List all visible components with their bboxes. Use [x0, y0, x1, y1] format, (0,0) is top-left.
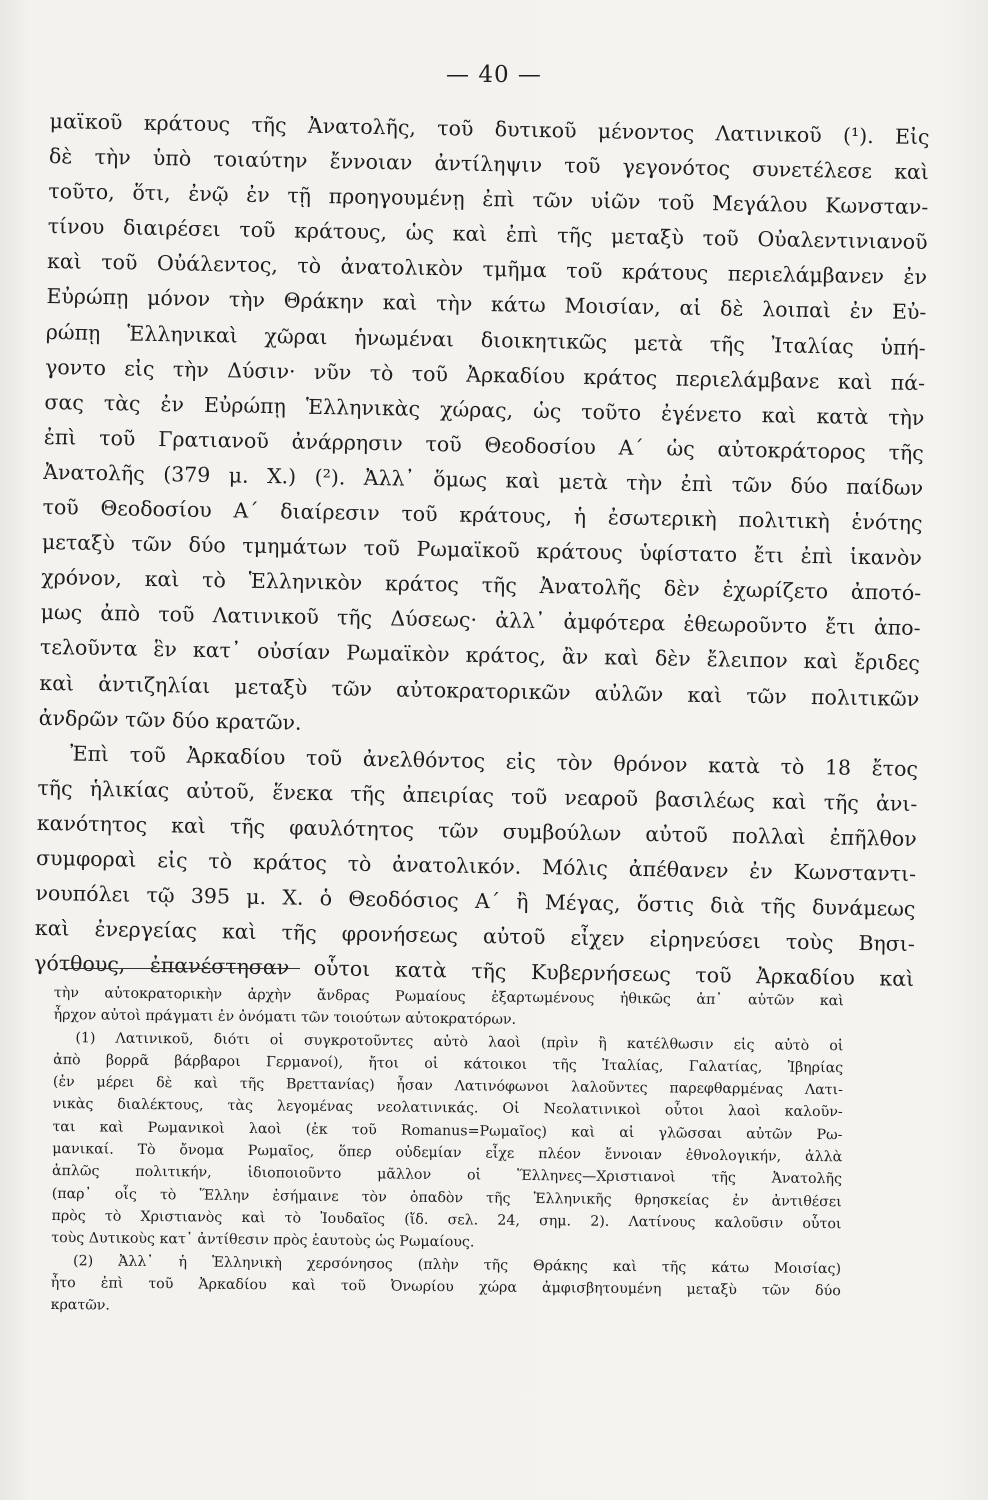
body-line: καὶ τοῦ Οὐάλεντος, τὸ ἀνατολικὸν τμῆμα τοῦ κράτους περιελάμβανεν ἐν	[46, 249, 928, 290]
footnotes	[50, 982, 843, 1325]
body-line: καὶ ἀντιζηλίαι μεταξὺ τῶν αὐτοκρατορικῶν αὐλῶν καὶ τῶν πολιτικῶν	[39, 670, 920, 711]
body-line: ρώπῃ Ἑλληνικαὶ χῶραι ἡνωμέναι διοικητικῶς μετὰ τῆς Ἰταλίας ὑπή-	[45, 319, 926, 360]
body-line: τῆς ἡλικίας αὐτοῦ, ἕνεκα τῆς ἀπειρίας τοῦ νεαροῦ βασιλέως καὶ τῆς ἀνι-	[37, 775, 918, 816]
footnote-line: νικὰς διαλέκτους, τὰς λεγομένας νεολατινικάς. Οἱ Νεολατινικοὶ οὗτοι λαοὶ καλοῦν-	[52, 1096, 843, 1121]
body-line: Εὐρώπῃ μόνον τὴν Θράκην καὶ τὴν κάτω Μοισίαν, αἱ δὲ λοιπαὶ ἐν Εὐ-	[46, 284, 927, 325]
footnote-line: πρὸς τὸ Χριστιανὸς καὶ τὸ Ἰουδαῖος (ἴδ. σελ. 24, σημ. 2). Λατίνους καλοῦσιν οὗτοι	[51, 1207, 842, 1233]
body-line: συμφοραὶ εἰς τὸ κράτος τὸ ἀνατολικόν. Μόλις ἀπέθανεν ἐν Κωνσταντι-	[35, 845, 917, 886]
body-line: γότθους, ἐπανέστησαν οὗτοι κατὰ τῆς Κυβερνήσεως τοῦ Ἀρκαδίου καὶ	[34, 951, 915, 992]
footnote-line: κρατῶν.	[50, 1297, 111, 1314]
body-line: μως ἀπὸ τοῦ Λατινικοῦ τῆς Δύσεως· ἀλλ᾽ ἀμφότερα ἐθεωροῦντο ἔτι ἀπο-	[40, 600, 921, 641]
footnote-line: ἦρχον αὐτοὶ πράγματι ἐν ὀνόματι τῶν τοιούτων αὐτοκρατόρων.	[53, 1007, 517, 1029]
footnote-line: (1) Λατινικοῦ, διότι οἱ συγκροτοῦντες αὐτὸ λαοὶ (πρὶν ἢ κατέλθωσιν εἰς αὐτὸ οἱ	[75, 1029, 844, 1054]
body-line: Ἀνατολῆς (379 μ. Χ.) (²). Ἀλλ᾽ ὅμως καὶ μετὰ τὴν ἐπὶ τῶν δύο παίδων	[43, 459, 924, 500]
body-line: ἀνδρῶν τῶν δύο κρατῶν.	[38, 705, 302, 735]
body-line: Ἐπὶ τοῦ Ἀρκαδίου τοῦ ἀνελθόντος εἰς τὸν θρόνον κατὰ τὸ 18 ἔτος	[69, 741, 919, 781]
body-line: μαϊκοῦ κράτους τῆς Ἀνατολῆς, τοῦ δυτικοῦ μένοντος Λατινικοῦ (¹). Εἰς	[49, 108, 930, 150]
footnote-line: ται καὶ Ρωμανικοὶ λαοὶ (ἐκ τοῦ Romanus=Ρωμαῖος) καὶ αἱ γλῶσσαι αὐτῶν Ρω-	[52, 1118, 843, 1144]
main-text	[34, 104, 930, 997]
body-line: τελοῦντα ἓν κατ᾽ οὐσίαν Ρωμαϊκὸν κράτος, ἂν καὶ δὲν ἔλειπον καὶ ἔριδες	[39, 635, 921, 676]
body-line: τίνου διαιρέσει τοῦ κράτους, ὡς καὶ ἐπὶ τῆς μεταξὺ τοῦ Οὐαλεντινιανοῦ	[47, 214, 928, 255]
footnote-separator	[60, 968, 300, 969]
footnote-line: (παρ᾽ οἷς τὸ Ἕλλην ἐσήμαινε τὸν ὀπαδὸν τῆς Ἑλληνικῆς θρησκείας ἐν ἀντιθέσει	[51, 1185, 842, 1210]
footnote-line: ἦτο ἐπὶ τοῦ Ἀρκαδίου καὶ τοῦ Ὀνωρίου χώρα ἀμφισβητουμένη μεταξὺ τῶν δύο	[50, 1274, 841, 1300]
footnote-line: (ἐν μέρει δὲ καὶ τῆς Βρεττανίας) ἦσαν Λατινόφωνοι λαλοῦντες παρεφθαρμένας Λατι-	[52, 1074, 843, 1099]
body-line: ἐπὶ τοῦ Γρατιανοῦ ἀνάρρησιν τοῦ Θεοδοσίου Α΄ ὡς αὐτοκράτορος τῆς	[43, 424, 924, 465]
body-line: χρόνον, καὶ τὸ Ἑλληνικὸν κράτος τῆς Ἀνατολῆς δὲν ἐχωρίζετο ἀποτό-	[41, 565, 922, 606]
body-line: κανότητος καὶ τῆς φαυλότητος τῶν συμβούλων αὐτοῦ πολλαὶ ἐπῆλθον	[36, 810, 917, 851]
footnote-line: μανικαί. Τὸ ὄνομα Ρωμαῖος, ὅπερ οὐδεμίαν εἶχε πλέον ἔννοιαν ἐθνολογικήν, ἀλλὰ	[52, 1141, 843, 1166]
footnote-line: τὴν αὐτοκρατορικὴν ἀρχὴν ἄνδρας Ρωμαίους ἐξαρτωμένους ἠθικῶς ἀπ᾽ αὐτῶν καὶ	[53, 984, 844, 1010]
footnote-line: τοὺς Δυτικοὺς κατ᾽ ἀντίθεσιν πρὸς ἑαυτοὺς ὡς Ρωμαίους.	[51, 1230, 475, 1251]
page-number: — 40 —	[446, 62, 542, 88]
body-line: σας τὰς ἐν Εὐρώπῃ Ἑλληνικὰς χώρας, ὡς τοῦτο ἐγένετο καὶ κατὰ τὴν	[44, 389, 925, 430]
footnote-line: ἀπὸ βορρᾶ βάρβαροι Γερμανοί), ἤτοι οἱ κάτοικοι τῆς Ἰταλίας, Γαλατίας, Ἰβηρίας	[53, 1051, 844, 1077]
body-line: καὶ ἐνεργείας καὶ τῆς φρονήσεως αὐτοῦ εἶχεν εἰρηνεύσει τοὺς Βησι-	[34, 916, 915, 957]
footnote-line: (2) Ἀλλ᾽ ἡ Ἑλληνικὴ χερσόνησος (πλὴν τῆς Θράκης καὶ τῆς κάτω Μοισίας)	[72, 1252, 842, 1277]
body-line: νουπόλει τῷ 395 μ. Χ. ὁ Θεοδόσιος Α΄ ἢ Μέγας, ὅστις διὰ τῆς δυνάμεως	[35, 880, 916, 922]
body-line: γοντο εἰς τὴν Δύσιν· νῦν τὸ τοῦ Ἀρκαδίου κράτος περιελάμβανε καὶ πά-	[44, 354, 926, 395]
body-line: τοῦ Θεοδοσίου Α΄ διαίρεσιν τοῦ κράτους, ἡ ἐσωτερικὴ πολιτικὴ ἑνότης	[42, 494, 923, 536]
body-line: δὲ τὴν ὑπὸ τοιαύτην ἔννοιαν ἀντίληψιν τοῦ γεγονότος συνετέλεσε καὶ	[48, 144, 930, 185]
body-line: τοῦτο, ὅτι, ἐνῷ ἐν τῇ προηγουμένῃ ἐπὶ τῶν υἱῶν τοῦ Μεγάλου Κωνσταν-	[48, 179, 929, 220]
body-line: μεταξὺ τῶν δύο τμημάτων τοῦ Ρωμαϊκοῦ κράτους ὑφίστατο ἔτι ἐπὶ ἱκανὸν	[41, 530, 923, 571]
footnote-line: ἁπλῶς πολιτικήν, ἰδιοποιοῦντο μᾶλλον οἱ Ἕλληνες—Χριστιανοὶ τῆς Ἀνατολῆς	[51, 1163, 843, 1188]
